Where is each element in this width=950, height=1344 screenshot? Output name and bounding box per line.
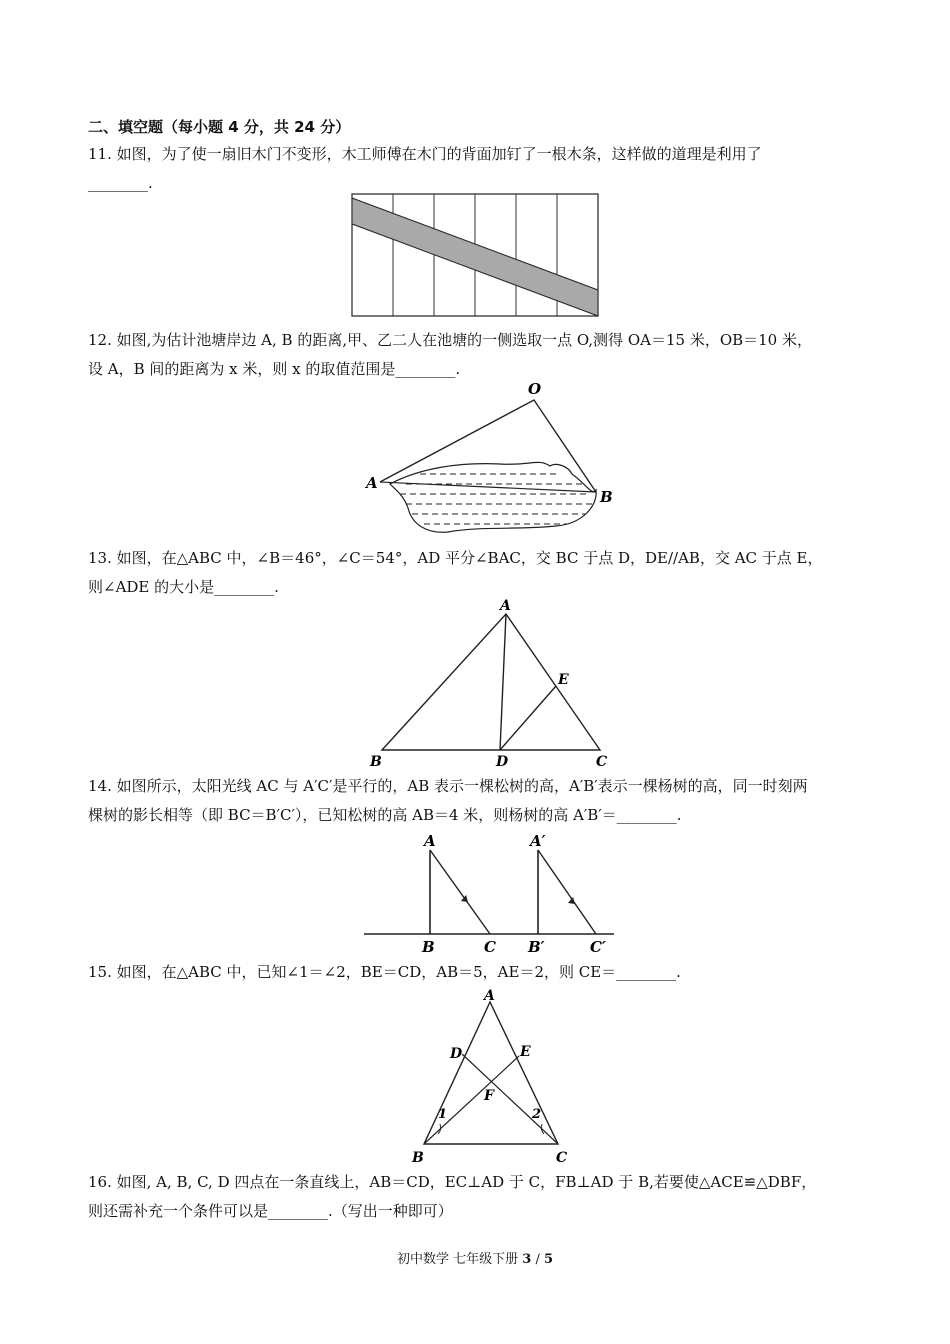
point-label-B: B [600,488,613,506]
question-number: 16. [88,1173,112,1191]
point-label-B: B [370,754,382,770]
question-text: 如图,为估计池塘岸边 A, B 的距离,甲、乙二人在池塘的一侧选取一点 O,测得 OA＝15 米，OB＝10 米， [116,331,812,349]
point-label-A: A [424,832,436,850]
figure-triangle-abc [362,594,622,774]
question-12 [88,326,868,384]
question-text: 如图，在△ABC 中，∠B＝46°，∠C＝54°，AD 平分∠BAC，交 BC 于点 D，DE//AB，交 AC 于点 E， [116,549,823,567]
question-number: 11. [88,145,112,163]
point-label-A: A [484,988,495,1004]
footer-page-number: 3 [522,1252,532,1267]
question-text: 设 A，B 间的距离为 x 米，则 x 的取值范围是________. [88,360,461,378]
figure-trees-shadows [360,830,620,960]
question-text: 如图所示，太阳光线 AC 与 A′C′是平行的，AB 表示一棵松树的高，A′B′表示一棵杨树的高，同一时刻两 [116,777,808,795]
question-text: 如图，为了使一扇旧木门不变形，木工师傅在木门的背面加钉了一根木条，这样做的道理是利用了 [116,145,762,163]
point-label-C: C [484,938,496,956]
question-text: 如图, A, B, C, D 四点在一条直线上，AB＝CD，EC⊥AD 于 C，FB⊥AD 于 B,若要使△ACE≌△DBF， [116,1173,817,1191]
point-label-D: D [450,1046,463,1062]
footer-page-total: 5 [543,1252,554,1267]
point-label-O: O [528,380,542,398]
point-label-E: E [520,1044,531,1060]
question-number: 13. [88,549,112,567]
point-label-F: F [484,1088,494,1104]
point-label-B: B [412,1150,424,1166]
point-label-A: A [366,474,378,492]
point-label-C: C [596,754,608,770]
question-15 [88,958,868,987]
point-label-A-prime: A′ [530,832,546,850]
point-label-E: E [558,672,569,688]
section-title: 二、填空题（每小题 4 分，共 24 分） [88,118,351,136]
question-text: 则还需补充一个条件可以是________.（写出一种即可） [88,1202,453,1220]
figure-pond [360,378,620,538]
point-label-B: B [422,938,435,956]
footer-subject: 初中数学 七年级下册 [396,1252,519,1267]
question-16 [88,1168,868,1226]
question-11 [88,140,868,198]
point-label-A: A [500,598,511,614]
question-text: 则∠ADE 的大小是________. [88,578,279,596]
point-label-D: D [496,754,509,770]
question-text: 棵树的影长相等（即 BC＝B′C′），已知松树的高 AB＝4 米，则杨树的高 A′B′＝________. [88,806,682,824]
question-14 [88,772,868,830]
angle-label-1: 1 [438,1107,448,1122]
footer-separator: / [535,1252,540,1267]
page-footer [0,1248,950,1267]
question-text: 如图，在△ABC 中，已知∠1＝∠2，BE＝CD，AB＝5，AE＝2，则 CE＝________. [116,963,681,981]
angle-label-2: 2 [532,1107,542,1122]
point-label-C-prime: C′ [590,938,606,956]
point-label-C: C [556,1150,568,1166]
question-text: ________. [88,174,153,192]
figure-door [351,192,601,320]
figure-triangle-def [400,984,580,1168]
point-label-B-prime: B′ [528,938,545,956]
question-number: 15. [88,963,112,981]
question-number: 12. [88,331,112,349]
question-number: 14. [88,777,112,795]
